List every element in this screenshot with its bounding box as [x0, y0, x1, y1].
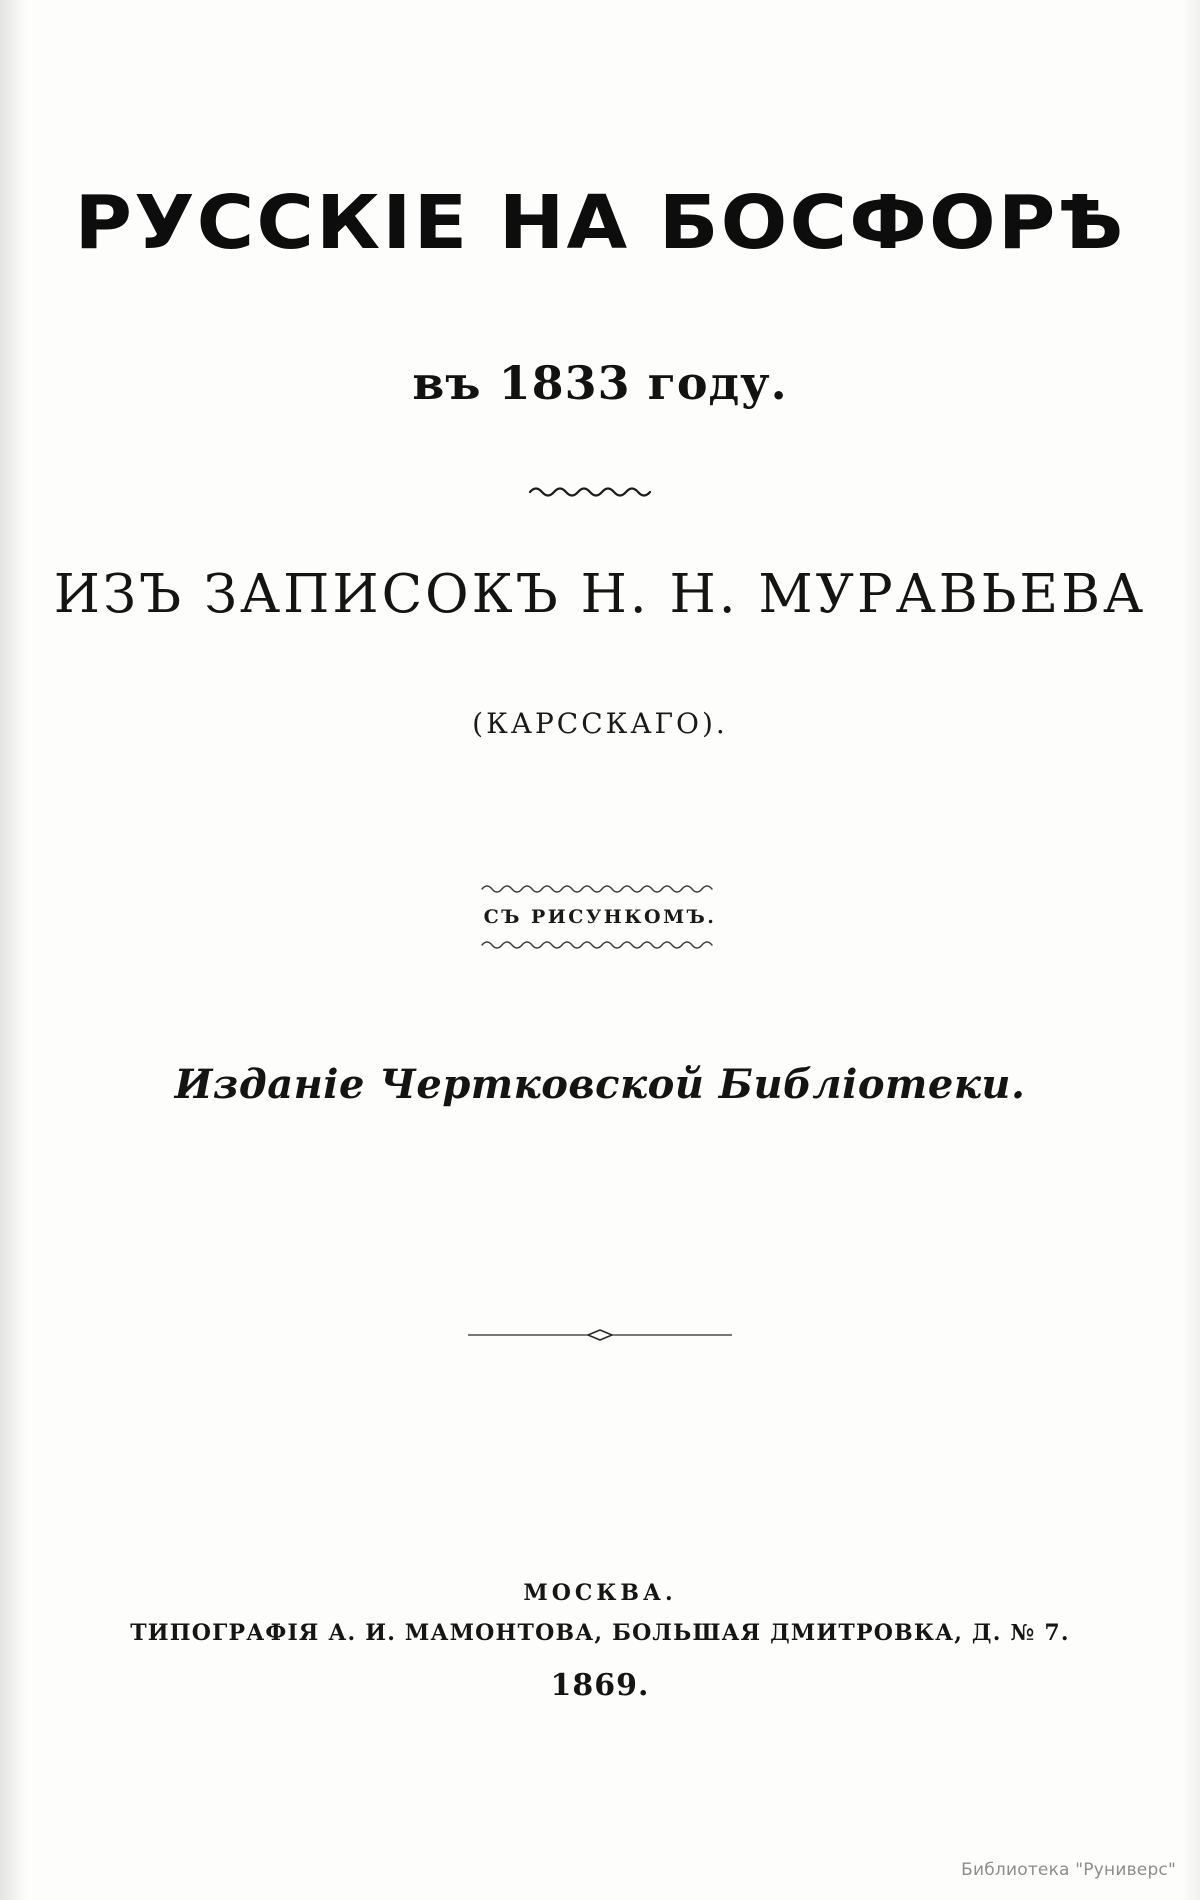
wavy-rule-bottom-icon — [0, 938, 1200, 954]
imprint-city: МОСКВА. — [523, 1580, 677, 1606]
author-epithet: (КАРССКАГО). — [472, 707, 728, 740]
page-title: РУССКІЕ НА БОСФОРѢ — [74, 180, 1126, 266]
center-rule-ornament-icon — [0, 1325, 1200, 1345]
page-subtitle: въ 1833 году. — [412, 356, 788, 410]
wavy-rule-top-icon — [0, 880, 1200, 896]
illustration-note-label: СЪ РИСУНКОМЪ. — [483, 906, 717, 928]
imprint-year: 1869. — [550, 1668, 650, 1703]
publisher-line: Изданіе Чертковской Библіотеки. — [174, 1061, 1026, 1108]
squiggle-divider-icon — [0, 480, 1200, 502]
library-watermark: Библиотека "Руниверс" — [961, 1860, 1176, 1880]
imprint-printer: ТИПОГРАФІЯ А. И. МАМОНТОВА, БОЛЬШАЯ ДМИТРОВКА, Д. № 7. — [130, 1620, 1070, 1646]
author-name: ИЗЪ ЗАПИСОКЪ Н. Н. МУРАВЬЕВА — [53, 564, 1147, 625]
illustration-note-block — [0, 880, 1200, 958]
